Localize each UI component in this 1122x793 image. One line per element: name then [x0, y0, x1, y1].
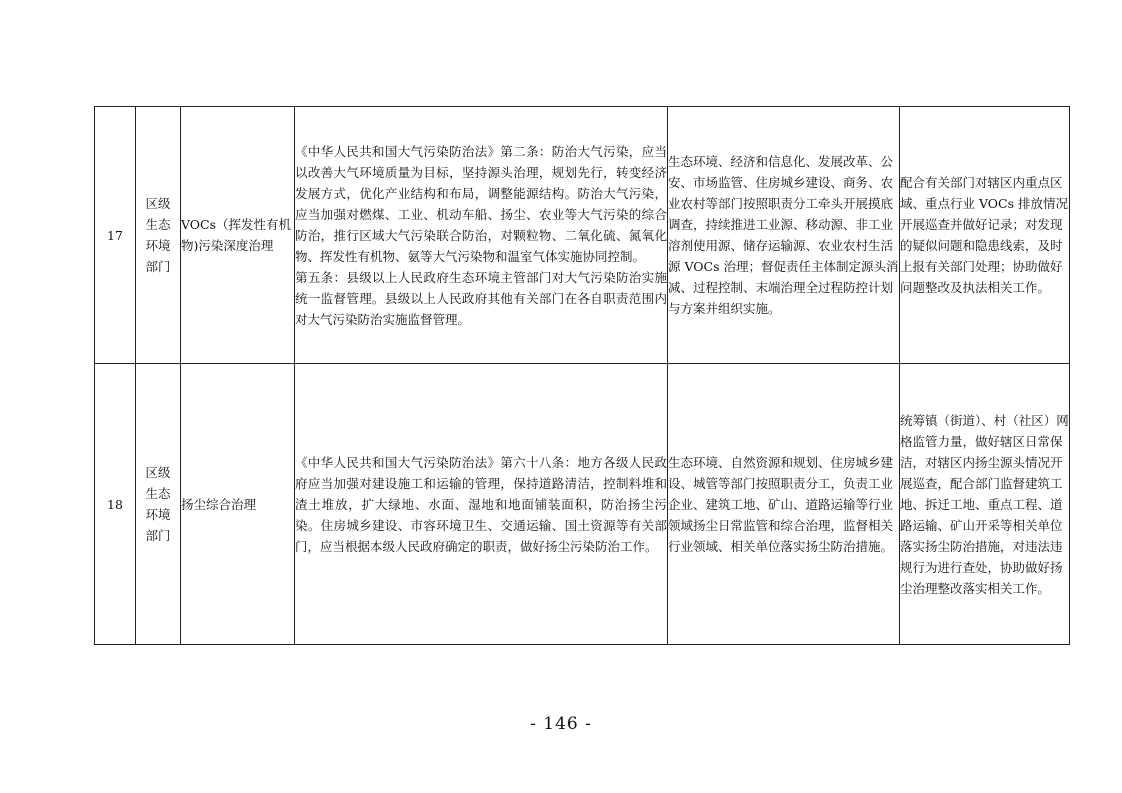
table-row — [95, 107, 1070, 364]
legal-paragraph: 第五条：县级以上人民政府生态环境主管部门对大气污染防治实施统一监督管理。县级以上人民政府其他有关部门在各自职责范围内对大气污染防治实施监督管理。 — [295, 269, 667, 327]
department-line: 环境 — [145, 238, 171, 253]
department-line: 生态 — [145, 217, 171, 232]
department-cell — [136, 107, 181, 364]
governance-item: 扬尘综合治理 — [181, 364, 295, 645]
department-line: 生态 — [145, 486, 171, 501]
legal-paragraph: 《中华人民共和国大气污染防治法》第二条：防治大气污染，应当以改善大气环境质量为目标，坚持源头治理，规划先行，转变经济发展方式，优化产业结构和布局，调整能源结构。防治大气污染，应当加强对燃煤、工业、机动车船、扬尘、农业等大气污染的综合防治，推行区域大气污染联合防治，对颗粒物、二氧化硫、氮氧化物、挥发性有机物、氨等大气污染物和温室气体实施协同控制。 — [295, 143, 667, 264]
governance-item: VOCs（挥发性有机物)污染深度治理 — [181, 107, 295, 364]
department-line: 区级 — [145, 196, 171, 211]
department-line: 部门 — [145, 528, 171, 543]
department-cell — [136, 364, 181, 645]
page-number: - 146 - — [530, 714, 592, 734]
cooperation-duties: 配合有关部门对辖区内重点区域、重点行业 VOCs 排放情况开展巡查并做好记录；对发现的疑似问题和隐患线索，及时上报有关部门处理；协助做好问题整改及执法相关工作。 — [900, 107, 1070, 364]
department-duties: 生态环境、经济和信息化、发展改革、公安、市场监管、住房城乡建设、商务、农业农村等部门按照职责分工牵头开展摸底调查，持续推进工业源、移动源、非工业溶剂使用源、储存运输源、农业农村生活源 VOCs 治理；督促责任主体制定源头消减、过程控制、末端治理全过程防控计划与方案并组织实施。 — [668, 107, 900, 364]
legal-basis — [295, 107, 668, 364]
department-line: 区级 — [145, 465, 171, 480]
row-number: 17 — [95, 107, 136, 364]
department-duties: 生态环境、自然资源和规划、住房城乡建设、城管等部门按照职责分工，负责工业企业、建筑工地、矿山、道路运输等行业领域扬尘日常监管和综合治理，监督相关行业领域、相关单位落实扬尘防治措施。 — [668, 364, 900, 645]
department-line: 部门 — [145, 259, 171, 274]
legal-paragraph: 《中华人民共和国大气污染防治法》第六十八条：地方各级人民政府应当加强对建设施工和运输的管理，保持道路清洁，控制料堆和渣土堆放，扩大绿地、水面、湿地和地面铺装面积，防治扬尘污染。住房城乡建设、市容环境卫生、交通运输、国土资源等有关部门，应当根据本级人民政府确定的职责，做好扬尘污染防治工作。 — [295, 454, 667, 554]
legal-basis — [295, 364, 668, 645]
cooperation-duties: 统筹镇（街道）、村（社区）网格监管力量，做好辖区日常保洁，对辖区内扬尘源头情况开展巡查，配合部门监督建筑工地、拆迁工地、重点工程、道路运输、矿山开采等相关单位落实扬尘防治措施，对违法违规行为进行查处，协助做好扬尘治理整改落实相关工作。 — [900, 364, 1070, 645]
table-row — [95, 364, 1070, 645]
responsibility-table — [94, 106, 1070, 645]
row-number: 18 — [95, 364, 136, 645]
department-line: 环境 — [145, 507, 171, 522]
